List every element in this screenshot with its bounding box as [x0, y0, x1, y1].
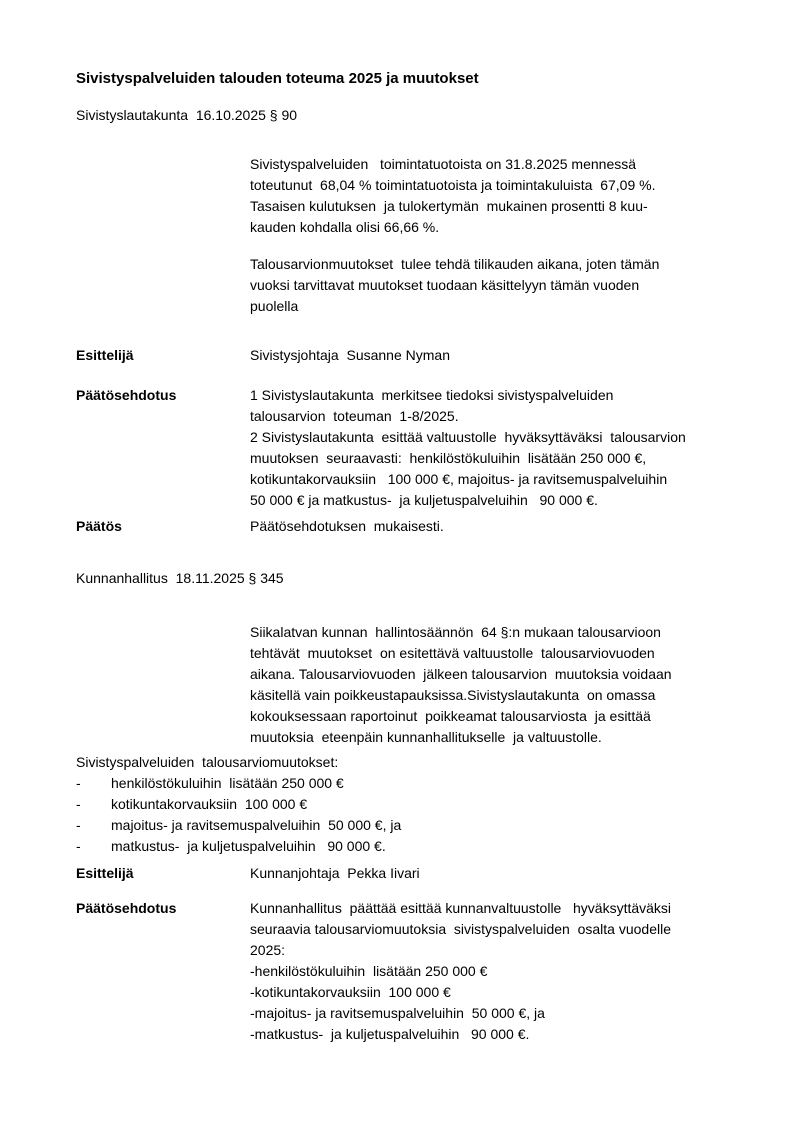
- esittelija-row-2: [76, 863, 744, 884]
- text-line: Kunnanjohtaja Pekka Iivari: [250, 865, 420, 881]
- section1-heading: Sivistyslautakunta 16.10.2025 § 90: [76, 107, 298, 123]
- term-content: [250, 898, 722, 1045]
- text-line: henkilöstökuluihin lisätään 250 000 €: [111, 775, 344, 791]
- list-intro: Sivistyspalveluiden talousarviomuutokset:: [76, 754, 339, 770]
- text-line: -majoitus- ja ravitsemuspalveluihin 50 000 €, ja: [250, 1005, 545, 1021]
- text-line: Sivistyspalveluiden toimintatuotoista on 31.8.2025 mennessä: [250, 156, 637, 172]
- dash-bullet: -: [76, 838, 81, 854]
- section1-paragraph-1: [250, 154, 722, 238]
- text-line: -henkilöstökuluihin lisätään 250 000 €: [250, 963, 488, 979]
- text-line: käsitellä vain poikkeustapauksissa.Sivistyslautakunta on omassa: [250, 687, 656, 703]
- dash-bullet: -: [76, 817, 81, 833]
- text-line: majoitus- ja ravitsemuspalveluihin 50 000 €, ja: [111, 817, 402, 833]
- dash-bullet: -: [76, 796, 81, 812]
- text-line: Tasaisen kulutuksen ja tulokertymän mukainen prosentti 8 kuu-: [250, 198, 648, 214]
- paatosehdotus-row-2: [76, 898, 744, 1045]
- budget-change-list: [76, 752, 548, 857]
- text-line: seuraavia talousarviomuutoksia sivistyspalveluiden osalta vuodelle: [250, 921, 672, 937]
- list-item: [76, 836, 548, 857]
- text-line: kotikuntakorvauksiin 100 000 €: [111, 796, 308, 812]
- text-line: toteutunut 68,04 % toimintatuotoista ja toimintakuluista 67,09 %.: [250, 177, 656, 193]
- document-title: Sivistyspalveluiden talouden toteuma 2025 ja muutokset: [76, 70, 479, 87]
- text-line: muutoksen seuraavasti: henkilöstökuluihin lisätään 250 000 €,: [250, 450, 647, 466]
- list-item: [76, 815, 548, 836]
- paatosehdotus-row-1: [76, 385, 744, 511]
- text-line: kotikuntakorvauksiin 100 000 €, majoitus- ja ravitsemuspalveluihin: [250, 471, 668, 487]
- text-line: 2025:: [250, 942, 286, 958]
- term-label-esittelija: Esittelijä: [76, 865, 134, 881]
- text-line: vuoksi tarvittavat muutokset tuodaan käsittelyyn tämän vuoden: [250, 277, 640, 293]
- paatos-row-1: [76, 516, 744, 537]
- text-line: -kotikuntakorvauksiin 100 000 €: [250, 984, 451, 1000]
- text-line: talousarvion toteuman 1-8/2025.: [250, 408, 459, 424]
- text-line: Talousarvionmuutokset tulee tehdä tilikauden aikana, joten tämän: [250, 256, 660, 272]
- text-line: Kunnanhallitus päättää esittää kunnanvaltuustolle hyväksyttäväksi: [250, 900, 672, 916]
- section2-paragraph-1: [250, 622, 722, 748]
- term-content: [250, 345, 722, 366]
- text-line: kauden kohdalla olisi 66,66 %.: [250, 219, 440, 235]
- dash-bullet: -: [76, 775, 81, 791]
- section2-heading: Kunnanhallitus 18.11.2025 § 345: [76, 570, 284, 586]
- term-label-paatos: Päätös: [76, 518, 122, 534]
- term-label-esittelija: Esittelijä: [76, 347, 134, 363]
- text-line: puolella: [250, 298, 299, 314]
- text-line: Siikalatvan kunnan hallintosäännön 64 §:n mukaan talousarvioon: [250, 624, 661, 640]
- section1-paragraph-2: [250, 254, 722, 317]
- list-item: [76, 794, 548, 815]
- term-label-paatosehdotus: Päätösehdotus: [76, 900, 177, 916]
- text-line: tehtävät muutokset on esitettävä valtuustolle talousarviovuoden: [250, 645, 655, 661]
- text-line: -matkustus- ja kuljetuspalveluihin 90 000 €.: [250, 1026, 530, 1042]
- text-line: aikana. Talousarviovuoden jälkeen talousarvion muutoksia voidaan: [250, 666, 672, 682]
- esittelija-row-1: [76, 345, 744, 366]
- text-line: Sivistysjohtaja Susanne Nyman: [250, 347, 450, 363]
- text-line: 2 Sivistyslautakunta esittää valtuustolle hyväksyttäväksi talousarvion: [250, 429, 686, 445]
- text-line: Päätösehdotuksen mukaisesti.: [250, 518, 444, 534]
- term-content: [250, 516, 722, 537]
- text-line: 1 Sivistyslautakunta merkitsee tiedoksi sivistyspalveluiden: [250, 387, 614, 403]
- list-item: [76, 773, 548, 794]
- term-content: [250, 863, 722, 884]
- text-line: matkustus- ja kuljetuspalveluihin 90 000 €.: [111, 838, 386, 854]
- term-label-paatosehdotus: Päätösehdotus: [76, 387, 177, 403]
- text-line: kokouksessaan raportoinut poikkeamat talousarviosta ja esittää: [250, 708, 651, 724]
- text-line: 50 000 € ja matkustus- ja kuljetuspalveluihin 90 000 €.: [250, 492, 598, 508]
- term-content: [250, 385, 722, 511]
- text-line: muutoksia eteenpäin kunnanhallitukselle ja valtuustolle.: [250, 729, 602, 745]
